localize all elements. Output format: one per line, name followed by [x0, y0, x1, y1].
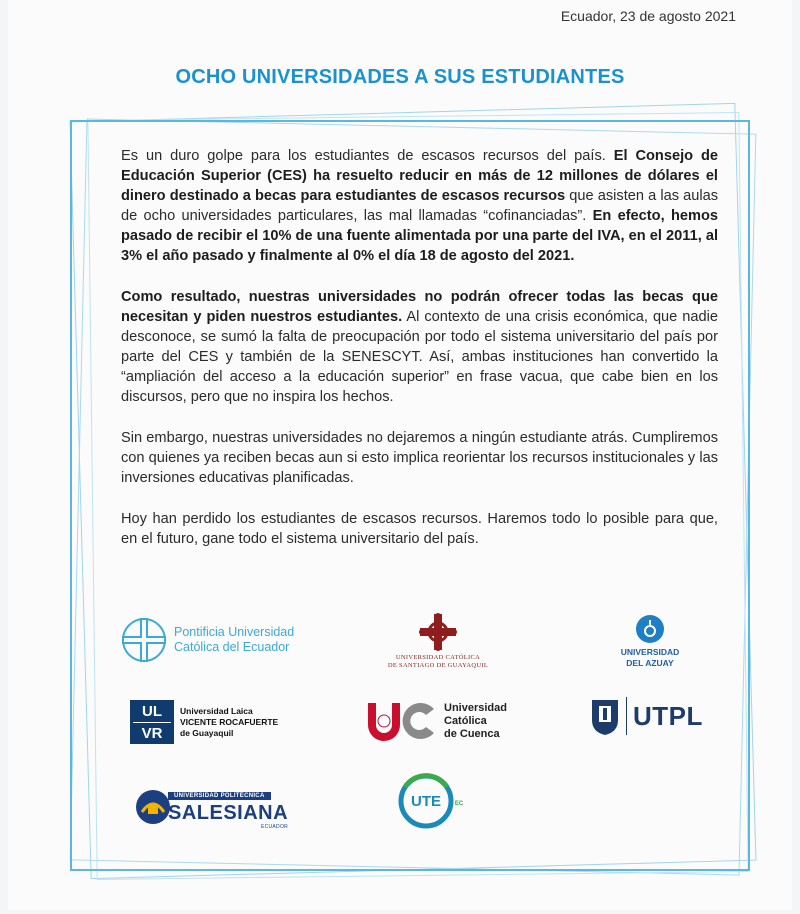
- salesiana-country: ECUADOR: [260, 824, 289, 830]
- logo-ute: [396, 771, 466, 831]
- logo-ucacue: [364, 699, 507, 743]
- azuay-name-line2: DEL AZUAY: [626, 658, 674, 668]
- ucsg-name-line2: DE SANTIAGO DE GUAYAQUIL: [387, 662, 489, 669]
- bold-run: El Consejo de Educación Superior (CES) ha resuelto reducir en más de 12 millones de dólares el dinero destinado a becas para estudiantes de escasos recursos: [121, 148, 719, 204]
- ucsg-name-line1: UNIVERSIDAD CATÓLICA: [395, 654, 481, 661]
- ulvr-mark-bottom: VR: [141, 724, 163, 742]
- ulvr-name-line3: de Guayaquil: [180, 727, 234, 738]
- paragraph-4: [121, 509, 718, 549]
- paragraph-2: [121, 287, 718, 407]
- puce-name-line1: Pontificia Universidad: [174, 625, 295, 639]
- ucacue-name-line1: Universidad: [444, 701, 507, 714]
- text-run: Al contexto de una crisis económica, que nadie desconoce, se sumó la falta de preocupación por todo el sistema universitario del país por parte del CES y también de la SENESCYT. Así, ambas instituciones han convertido la “ampliación del acceso a la educación superior” en frase vacua, que cabe bien en los discursos, pero que no inspira los hechos.: [121, 309, 718, 405]
- ute-suffix: EC: [454, 801, 464, 807]
- utpl-shield-icon: [590, 696, 620, 736]
- ute-name: UTE: [411, 793, 441, 810]
- paragraph-1: [121, 146, 718, 266]
- puce-name-line2: Católica del Ecuador: [174, 640, 290, 654]
- letter-page: [8, 0, 792, 910]
- letter-body: [121, 146, 718, 570]
- logo-ucsg: [376, 612, 500, 670]
- text-run: Es un duro golpe para los estudiantes de escasos recursos del país.: [121, 148, 614, 164]
- text-run: Hoy han perdido los estudiantes de escasos recursos. Haremos todo lo posible para que, en el futuro, gane todo el sistema universitario del país.: [121, 511, 718, 547]
- ulvr-name-line1: Universidad Laica: [180, 705, 253, 716]
- salesiana-emblem-icon: [134, 788, 172, 826]
- bold-run: En efecto, hemos pasado de recibir el 10% de una fuente alimentada por una parte del IVA, en el 2011, al 3% el año pasado y finalmente al 0% el día 18 de agosto del 2021.: [121, 208, 718, 264]
- ucsg-cross-icon: [418, 612, 458, 652]
- logo-ulvr: [130, 700, 278, 744]
- paragraph-3: [121, 428, 718, 488]
- ute-ring-icon: [396, 771, 466, 831]
- letter-date: Ecuador, 23 de agosto 2021: [560, 8, 736, 24]
- ulvr-mark-top: UL: [142, 702, 162, 720]
- letter-title: OCHO UNIVERSIDADES A SUS ESTUDIANTES: [175, 66, 625, 88]
- ucacue-emblem-icon: [364, 699, 438, 743]
- logo-utpl: [590, 696, 703, 736]
- salesiana-top-label: UNIVERSIDAD POLITÉCNICA: [168, 792, 271, 800]
- ucacue-name-line2: Católica: [444, 714, 487, 727]
- ucacue-name-line3: de Cuenca: [444, 727, 500, 740]
- logo-salesiana: [134, 784, 288, 830]
- text-run: Sin embargo, nuestras universidades no dejaremos a ningún estudiante atrás. Cumpliremos con quienes ya reciben becas aun si esto implica reorientar los recursos institucionales y las inversiones educativas planificadas.: [121, 430, 718, 486]
- logo-azuay: [608, 614, 692, 669]
- ulvr-name-line2: VICENTE ROCAFUERTE: [180, 716, 279, 727]
- salesiana-name: SALESIANA: [168, 802, 289, 824]
- azuay-name-line1: UNIVERSIDAD: [620, 647, 680, 657]
- azuay-emblem-icon: [635, 614, 665, 644]
- text-run: que asisten a las aulas de ocho universidades particulares, las mal llamadas “cofinanciadas”.: [121, 188, 719, 224]
- logo-puce: [120, 616, 294, 664]
- utpl-separator: [626, 697, 627, 735]
- bold-run: Como resultado, nuestras universidades no podrán ofrecer todas las becas que necesitan y piden nuestros estudiantes.: [121, 289, 718, 325]
- ulvr-mark: [130, 700, 174, 744]
- puce-emblem-icon: [120, 616, 168, 664]
- utpl-name: UTPL: [633, 700, 703, 731]
